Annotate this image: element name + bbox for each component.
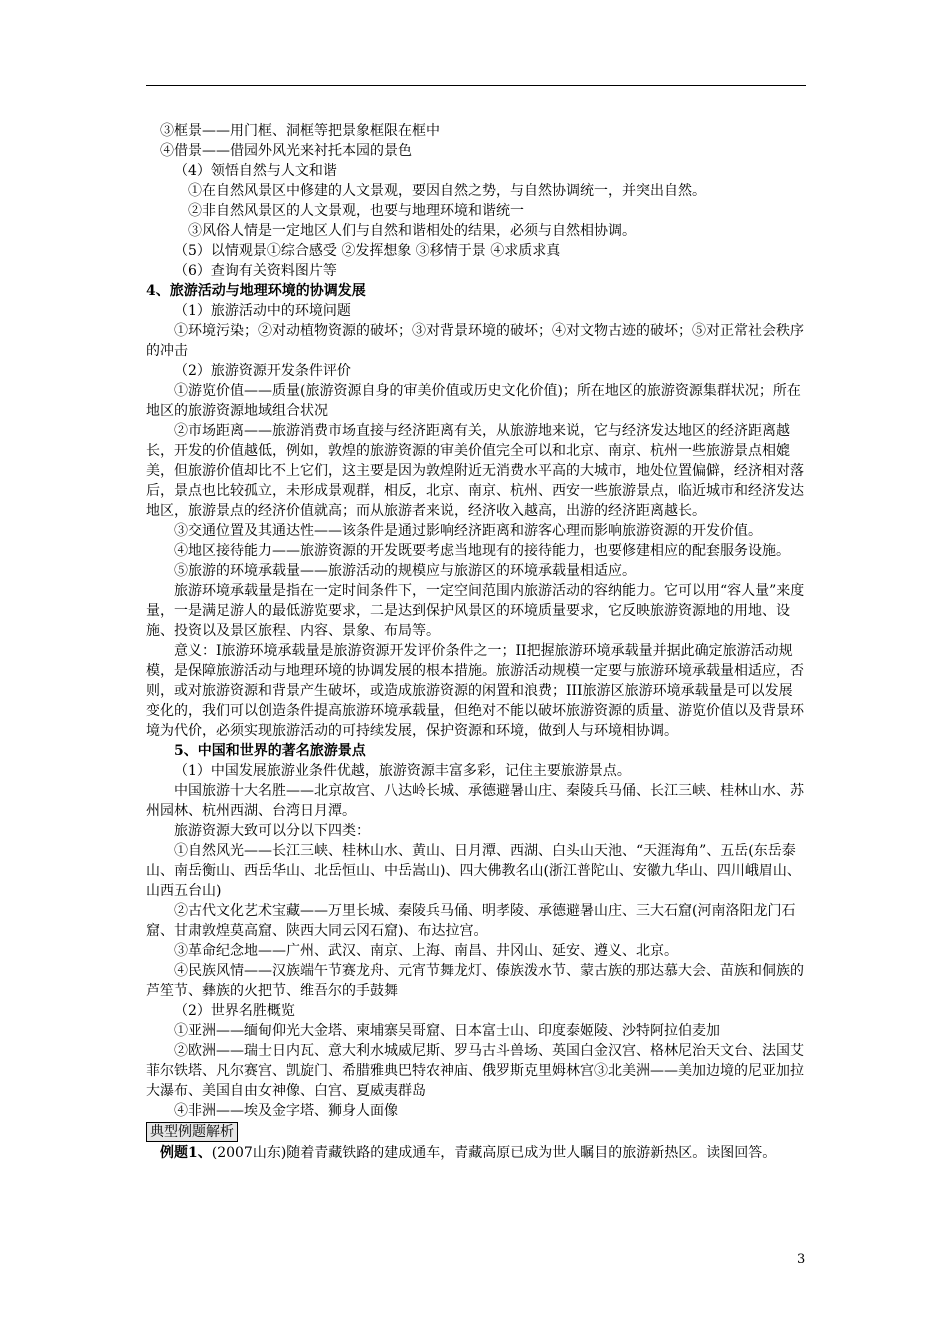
text-line: （2）旅游资源开发条件评价: [174, 363, 351, 379]
text-line: ①在自然风景区中修建的人文景观，要因自然之势，与自然协调统一，并突出自然。: [188, 183, 706, 199]
text-line: （6）查询有关资料图片等: [174, 263, 337, 279]
example-label: 例题1、: [160, 1145, 212, 1161]
text-line: ④民族风情——汉族端午节赛龙舟、元宵节舞龙灯、傣族泼水节、蒙古族的那达慕大会、苗族和侗族的芦笙节、彝族的火把节、维吾尔的手鼓舞: [146, 963, 804, 999]
text-line: ①自然风光——长江三峡、桂林山水、黄山、日月潭、西湖、白头山天池、“天涯海角”、五岳(东岳泰山、南岳衡山、西岳华山、北岳恒山、中岳嵩山)、四大佛教名山(浙江普陀山、安徽九华山、四川峨眉山、山西五台山): [146, 843, 801, 899]
section-heading: 4、旅游活动与地理环境的协调发展: [146, 283, 366, 299]
section-heading: 5、中国和世界的著名旅游景点: [174, 743, 366, 759]
page-body: [146, 121, 806, 1163]
text-line: ①游览价值——质量(旅游资源自身的审美价值或历史文化价值)；所在地区的旅游资源集群状况；所在地区的旅游资源地域组合状况: [146, 383, 801, 419]
text-line: ⑤旅游的环境承载量——旅游活动的规模应与旅游区的环境承载量相适应。: [174, 563, 636, 579]
section-box-line: [146, 1121, 806, 1143]
text-line: （4）领悟自然与人文和谐: [174, 163, 337, 179]
text-line: ②非自然风景区的人文景观，也要与地理环境和谐统一: [188, 203, 524, 219]
text-line: （1）旅游活动中的环境问题: [174, 303, 351, 319]
section-box: 典型例题解析: [146, 1122, 238, 1142]
text-line: 旅游资源大致可以分以下四类：: [174, 823, 370, 839]
text-line: ②欧洲——瑞士日内瓦、意大利水城威尼斯、罗马古斗兽场、英国白金汉宫、格林尼治天文台、法国艾菲尔铁塔、凡尔赛宫、凯旋门、希腊雅典巴特农神庙、俄罗斯克里姆林宫③北美洲——美加边境的尼亚加拉大瀑布、美国自由女神像、白宫、夏威夷群岛: [146, 1043, 804, 1099]
text-line: ②市场距离——旅游消费市场直接与经济距离有关，从旅游地来说，它与经济发达地区的经济距离越长，开发的价值越低，例如，敦煌的旅游资源的审美价值完全可以和北京、南京、杭州一些旅游景点相媲美，但旅游价值却比不上它们，这主要是因为敦煌附近无消费水平高的大城市，地处位置偏僻，经济相对落后，景点也比较孤立，未形成景观群，相反，北京、南京、杭州、西安一些旅游景点，临近城市和经济发达地区，旅游景点的经济价值就高；而从旅游者来说，经济收入越高，出游的经济距离越长。: [146, 423, 804, 519]
text-line: ①亚洲——缅甸仰光大金塔、柬埔寨吴哥窟、日本富士山、印度泰姬陵、沙特阿拉伯麦加: [174, 1023, 720, 1039]
text-line: ④地区接待能力——旅游资源的开发既要考虑当地现有的接待能力，也要修建相应的配套服务设施。: [174, 543, 790, 559]
text-line: 中国旅游十大名胜——北京故宫、八达岭长城、承德避暑山庄、秦陵兵马俑、长江三峡、桂林山水、苏州园林、杭州西湖、台湾日月潭。: [146, 783, 804, 819]
text-line: ③框景——用门框、洞框等把景象框限在框中: [160, 123, 440, 139]
text-line: ③革命纪念地——广州、武汉、南京、上海、南昌、井冈山、延安、遵义、北京。: [174, 943, 678, 959]
page-number: 3: [797, 1252, 806, 1267]
text-line: ④借景——借园外风光来衬托本园的景色: [160, 143, 412, 159]
example-text: (2007山东)随着青藏铁路的建成通车，青藏高原已成为世人瞩目的旅游新热区。读图回答。: [211, 1145, 777, 1161]
text-line: ①环境污染；②对动植物资源的破坏；③对背景环境的破坏；④对文物古迹的破坏；⑤对正常社会秩序的冲击: [146, 323, 804, 359]
text-line: ④非洲——埃及金字塔、狮身人面像: [174, 1103, 398, 1119]
header-rule: [146, 85, 806, 86]
text-line: ②古代文化艺术宝藏——万里长城、秦陵兵马俑、明孝陵、承德避暑山庄、三大石窟(河南洛阳龙门石窟、甘肃敦煌莫高窟、陕西大同云冈石窟)、布达拉宫。: [146, 903, 796, 939]
text-line: ③交通位置及其通达性——该条件是通过影响经济距离和游客心理而影响旅游资源的开发价值。: [174, 523, 762, 539]
example-question: [146, 1143, 806, 1163]
text-line: 意义：I旅游环境承载量是旅游资源开发评价条件之一；II把握旅游环境承载量并据此确定旅游活动规模，是保障旅游活动与地理环境的协调发展的根本措施。旅游活动规模一定要与旅游环境承载量相适应，否则，或对旅游资源和背景产生破坏，或造成旅游资源的闲置和浪费；III旅游区旅游环境承载量是可以发展变化的，我们可以创造条件提高旅游环境承载量，但绝对不能以破坏旅游资源的质量、游览价值以及背景环境为代价，必须实现旅游活动的可持续发展，保护资源和环境，做到人与环境相协调。: [146, 643, 804, 739]
text-line: ③风俗人情是一定地区人们与自然和谐相处的结果，必须与自然相协调。: [188, 223, 636, 239]
text-line: （1）中国发展旅游业条件优越，旅游资源丰富多彩，记住主要旅游景点。: [174, 763, 631, 779]
text-line: （2）世界名胜概览: [174, 1003, 295, 1019]
text-line: 旅游环境承载量是指在一定时间条件下，一定空间范围内旅游活动的容纳能力。它可以用“容人量”来度量，一是满足游人的最低游览要求，二是达到保护风景区的环境质量要求，它反映旅游资源地的用地、设施、投资以及景区旅程、内容、景象、布局等。: [146, 583, 805, 639]
text-line: （5）以情观景①综合感受 ②发挥想象 ③移情于景 ④求质求真: [174, 243, 561, 259]
